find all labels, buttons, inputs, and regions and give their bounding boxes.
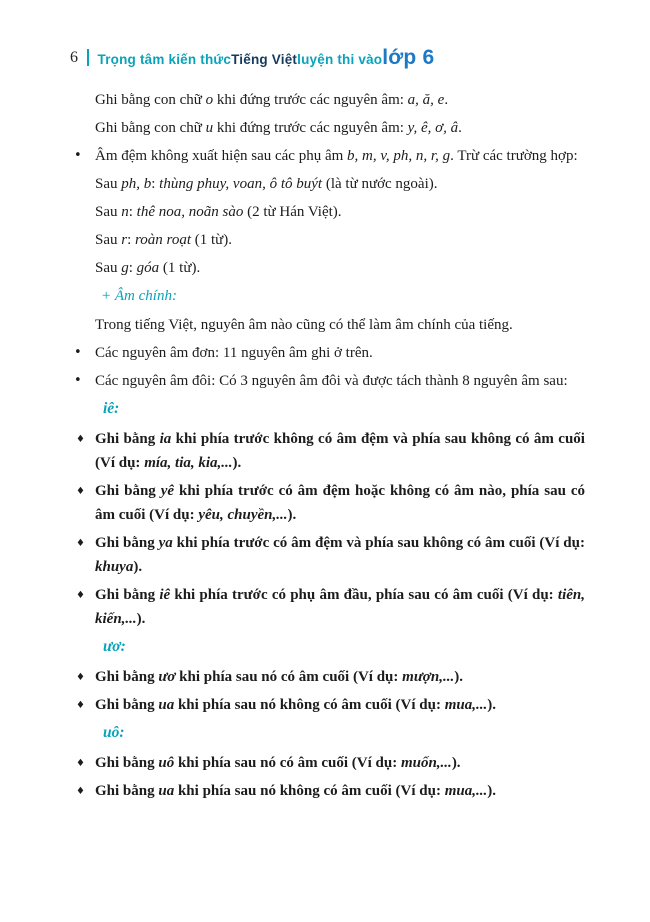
text-segment: Ghi bằng	[95, 697, 159, 713]
text-segment: thê noa, noãn sào	[136, 204, 244, 220]
text-segment: Sau	[95, 260, 122, 276]
text-segment: Sau	[95, 176, 122, 192]
text-segment: ).	[451, 755, 461, 771]
text-segment: Ghi bằng	[95, 431, 160, 447]
header-divider	[87, 49, 89, 66]
text-segment: lớp 6	[382, 46, 435, 69]
text-segment: Ghi bằng	[95, 755, 159, 771]
text-segment: góa	[136, 260, 160, 276]
text-segment: khi phía sau nó có âm cuối (Ví dụ:	[175, 669, 403, 685]
text-segment: (1 từ).	[159, 260, 201, 276]
bullet-item	[74, 144, 585, 168]
text-segment: Ghi bằng con chữ	[95, 92, 206, 108]
text-segment: uô:	[103, 724, 125, 741]
text-segment: tiên, kiến,...	[95, 587, 585, 627]
text-segment: r	[121, 232, 128, 248]
text-segment: y, ê, ơ, â	[407, 120, 459, 136]
paragraph-text	[95, 535, 585, 575]
text-segment: ua	[158, 697, 175, 713]
text-segment: :	[128, 204, 137, 220]
page-header	[70, 47, 610, 68]
text-segment: Các nguyên âm đơn: 11 nguyên âm ghi ở trên.	[95, 345, 373, 361]
paragraph	[95, 313, 585, 337]
text-segment: khi phía trước có âm đệm và phía sau không có âm cuối (Ví dụ:	[172, 535, 585, 551]
page-number: 6	[70, 48, 78, 66]
text-segment: . Trừ các trường hợp:	[450, 148, 578, 164]
bullet-icon: •	[74, 345, 82, 360]
text-segment: yê	[160, 483, 175, 499]
bullet-icon: •	[74, 148, 82, 163]
diamond-icon: ♦	[76, 538, 85, 549]
paragraph-text	[95, 204, 342, 220]
text-segment: (1 từ).	[191, 232, 233, 248]
text-segment: Ghi bằng	[95, 483, 161, 499]
text-segment: khi đứng trước các nguyên âm:	[213, 92, 408, 108]
bullet-icon: •	[74, 373, 82, 388]
text-segment: iê:	[103, 400, 120, 417]
text-segment: Trọng tâm kiến thức	[97, 52, 232, 67]
text-segment: khi phía sau nó không có âm cuối (Ví dụ:	[174, 697, 445, 713]
text-segment: mua,...	[444, 783, 488, 799]
paragraph-text	[95, 755, 461, 771]
text-segment: ươ	[158, 669, 176, 685]
paragraph-text	[103, 724, 125, 741]
diamond-item	[76, 693, 585, 717]
text-segment: .	[458, 120, 462, 136]
text-segment: :	[128, 260, 137, 276]
section-subhead	[95, 397, 585, 421]
text-segment: Ghi bằng	[95, 535, 159, 551]
text-segment: ia	[159, 431, 172, 447]
bullet-item	[74, 369, 585, 393]
diamond-item	[76, 531, 585, 579]
diamond-icon: ♦	[76, 486, 85, 497]
text-segment: u	[205, 120, 214, 136]
text-segment: Ghi bằng	[95, 587, 160, 603]
section-subhead	[95, 721, 585, 745]
text-segment: khi phía trước không có âm đệm và phía sau không có âm cuối (Ví dụ:	[95, 431, 585, 471]
text-segment: Ghi bằng	[95, 783, 159, 799]
paragraph-text	[95, 176, 438, 192]
diamond-item	[76, 427, 585, 475]
diamond-item	[76, 779, 585, 803]
text-segment: luyện thi vào	[297, 52, 383, 67]
text-segment: iê	[159, 587, 171, 603]
text-segment: Sau	[95, 204, 122, 220]
paragraph-text	[103, 638, 126, 655]
text-segment: mua,...	[444, 697, 488, 713]
paragraph-text	[95, 783, 496, 799]
text-segment: :	[151, 176, 160, 192]
text-segment: khi phía sau nó không có âm cuối (Ví dụ:	[174, 783, 445, 799]
text-segment: uô	[158, 755, 175, 771]
text-segment: ).	[232, 455, 242, 471]
text-segment: :	[127, 232, 136, 248]
text-segment: o	[205, 92, 214, 108]
text-segment: ).	[487, 697, 496, 713]
section-subhead	[95, 284, 585, 308]
paragraph	[95, 200, 585, 224]
text-segment: (2 từ Hán Việt).	[243, 204, 342, 220]
paragraph	[95, 116, 585, 140]
text-segment: ).	[487, 783, 496, 799]
paragraph-text	[103, 400, 119, 417]
text-segment: Sau	[95, 232, 122, 248]
diamond-icon: ♦	[76, 758, 85, 769]
diamond-icon: ♦	[76, 700, 85, 711]
text-segment: Tiếng Việt	[231, 52, 298, 67]
paragraph-text	[95, 431, 585, 471]
paragraph-text	[95, 120, 462, 136]
text-segment: ).	[454, 669, 463, 685]
text-segment: + Âm chính:	[101, 288, 177, 304]
text-segment: thùng phuy, voan, ô tô buýt	[159, 176, 323, 192]
diamond-item	[76, 479, 585, 527]
paragraph-text	[95, 373, 568, 389]
diamond-icon: ♦	[76, 434, 85, 445]
diamond-icon: ♦	[76, 590, 85, 601]
paragraph-text	[95, 260, 200, 276]
paragraph-text	[95, 92, 448, 108]
text-segment: yêu, chuyền,...	[198, 507, 288, 523]
text-segment: mía, tia, kia,...	[144, 455, 233, 471]
text-segment: n	[121, 204, 129, 220]
paragraph-text	[95, 345, 373, 361]
text-segment: muốn,...	[400, 755, 452, 771]
text-segment: g	[121, 260, 129, 276]
text-segment: roàn roạt	[135, 232, 191, 248]
paragraph-text	[95, 232, 232, 248]
text-segment: khuya	[95, 559, 134, 575]
text-segment: Ghi bằng	[95, 669, 159, 685]
text-segment: a, ă, e	[407, 92, 445, 108]
text-segment: ươ:	[103, 638, 126, 655]
text-segment: khi phía trước có phụ âm đầu, phía sau có âm cuối (Ví dụ:	[170, 587, 558, 603]
text-segment: ).	[136, 611, 146, 627]
paragraph-text	[95, 148, 578, 164]
text-segment: ua	[158, 783, 175, 799]
paragraph-text	[95, 317, 513, 333]
text-segment: Ghi bằng con chữ	[95, 120, 206, 136]
diamond-item	[76, 583, 585, 631]
text-segment: mượn,...	[402, 669, 455, 685]
paragraph-text	[95, 587, 585, 627]
text-segment: khi phía trước có âm đệm hoặc không có âm nào, phía sau có âm cuối (Ví dụ:	[95, 483, 585, 523]
diamond-item	[76, 751, 585, 775]
diamond-item	[76, 665, 585, 689]
paragraph-text	[95, 697, 496, 713]
text-segment: ph, b	[121, 176, 152, 192]
text-segment: khi đứng trước các nguyên âm:	[213, 120, 408, 136]
paragraph	[95, 88, 585, 112]
text-segment: ya	[158, 535, 173, 551]
paragraph-text	[95, 669, 463, 685]
text-segment: (là từ nước ngoài).	[322, 176, 438, 192]
text-segment: b, m, v, ph, n, r, g	[347, 148, 451, 164]
text-segment: Âm đệm không xuất hiện sau các phụ âm	[95, 148, 348, 164]
text-segment: ).	[133, 559, 143, 575]
text-segment: Các nguyên âm đôi: Có 3 nguyên âm đôi và được tách thành 8 nguyên âm sau:	[95, 373, 568, 389]
paragraph-text	[95, 483, 585, 523]
diamond-icon: ♦	[76, 786, 85, 797]
diamond-icon: ♦	[76, 672, 85, 683]
paragraph	[95, 172, 585, 196]
page-header-title	[98, 47, 435, 68]
text-segment: .	[444, 92, 449, 108]
paragraph	[95, 228, 585, 252]
section-subhead	[95, 635, 585, 659]
paragraph	[95, 256, 585, 280]
text-segment: ).	[287, 507, 297, 523]
bullet-item	[74, 341, 585, 365]
text-segment: khi phía sau nó có âm cuối (Ví dụ:	[174, 755, 401, 771]
text-segment: Trong tiếng Việt, nguyên âm nào cũng có thể làm âm chính của tiếng.	[95, 317, 513, 333]
page-content	[74, 88, 585, 807]
paragraph-text	[101, 288, 177, 304]
